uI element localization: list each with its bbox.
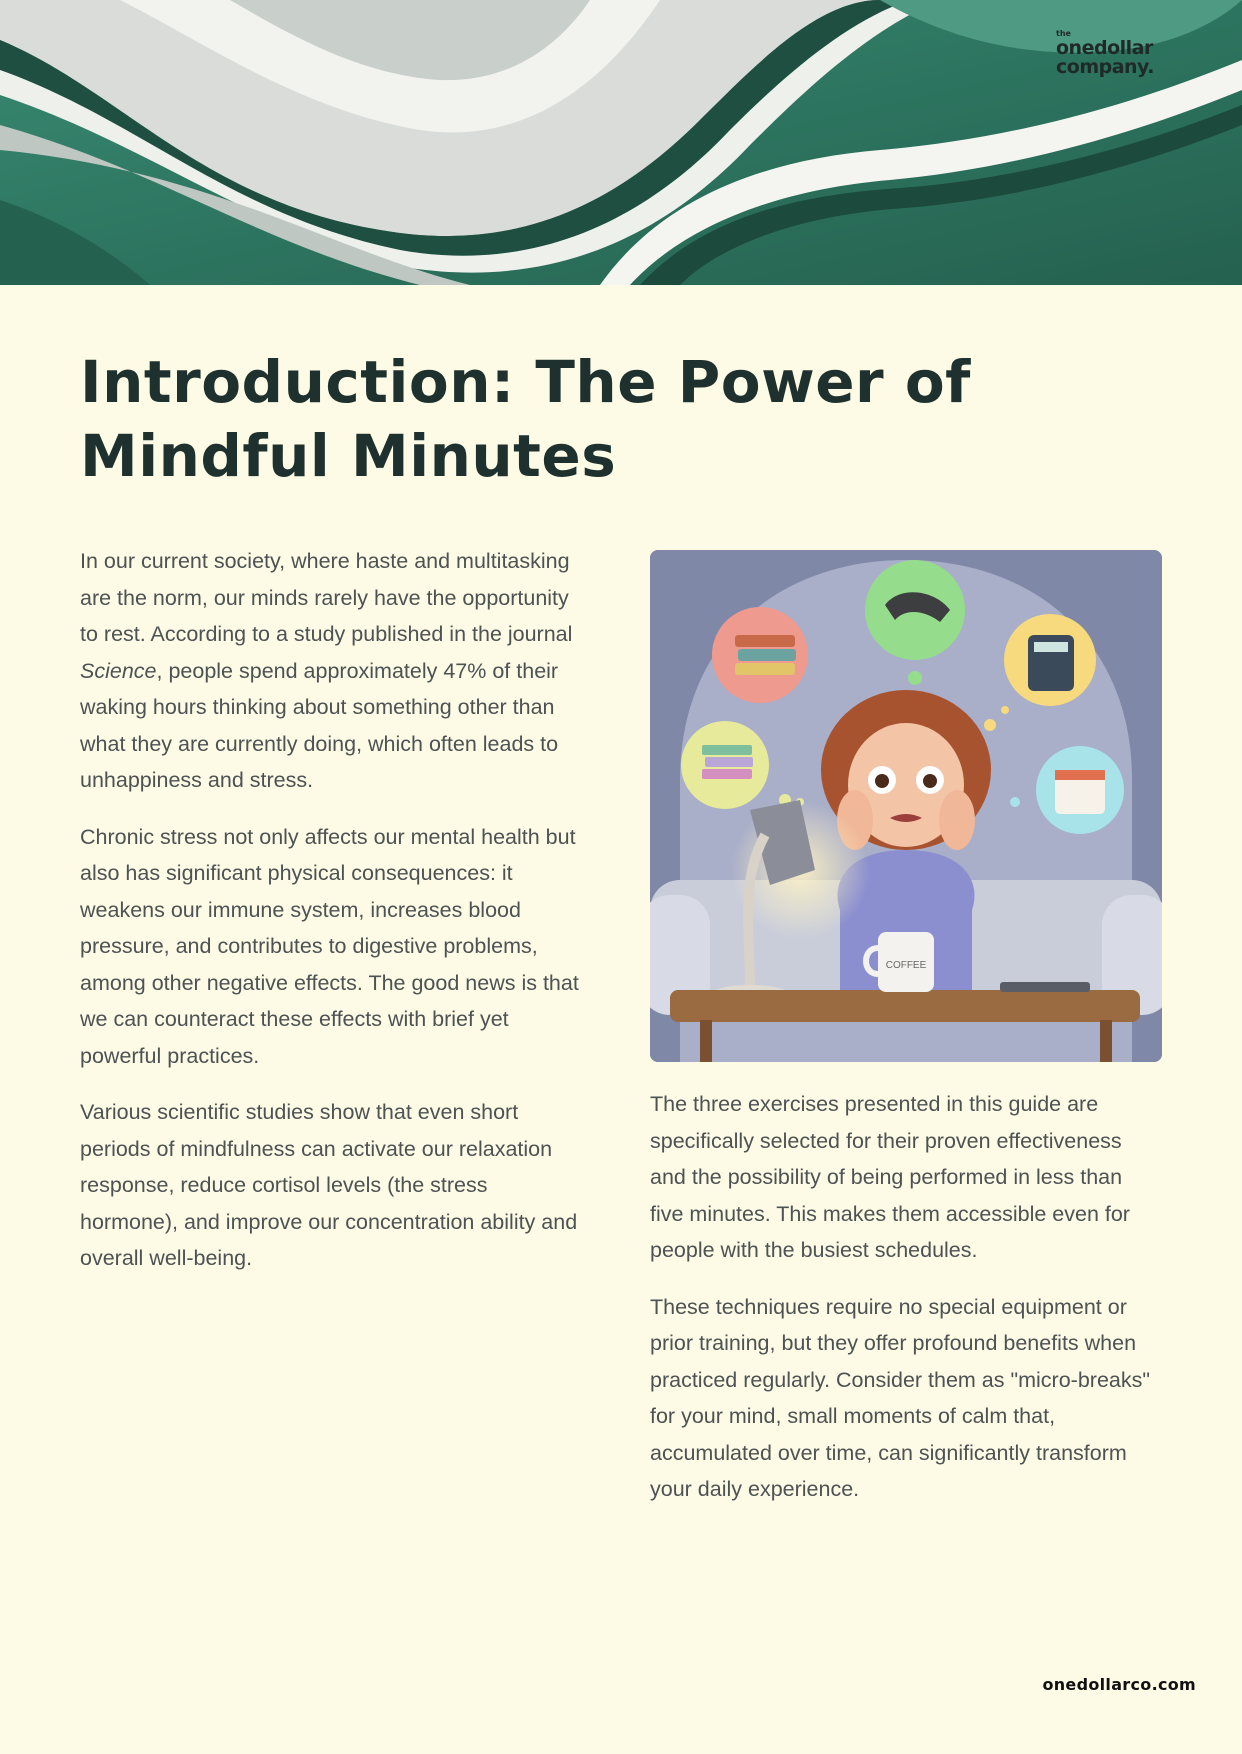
books-bubble-icon xyxy=(712,607,808,703)
right-column xyxy=(650,1086,1160,1528)
right-paragraph-1: The three exercises presented in this guide are specifically selected for their proven effectiveness and the possibility of being performed in less than five minutes. This makes them accessible even for people with the busiest schedules. xyxy=(650,1092,1130,1262)
page-title: Introduction: The Power of Mindful Minutes xyxy=(80,348,971,490)
stressed-woman-illustration xyxy=(650,550,1162,1062)
mug-label: COFFEE xyxy=(885,960,927,971)
brand-logo xyxy=(1056,30,1186,77)
logo-line-2: company. xyxy=(1056,56,1154,78)
left-paragraph-1 xyxy=(80,543,590,799)
logo-the: the xyxy=(1056,29,1071,38)
logo-line-1: onedollar xyxy=(1056,37,1153,59)
illustration-art xyxy=(650,550,1162,1062)
journal-name: Science xyxy=(80,658,157,683)
left-paragraph-3: Various scientific studies show that even short periods of mindfulness can activate our relaxation response, reduce cortisol levels (the stress hormone), and improve our concentration ability and overall well-being. xyxy=(80,1100,578,1270)
left-paragraph-2: Chronic stress not only affects our mental health but also has significant physical consequences: it weakens our immune system, increases blood pressure, and contributes to digestive problems, among other negative effects. The good news is that we can counteract these effects with brief yet powerful practices. xyxy=(80,824,579,1068)
right-paragraph-2: These techniques require no special equipment or prior training, but they offer profound benefits when practiced regularly. Consider them as "micro-breaks" for your mind, small moments of calm that, accumulated over time, can significantly transform your daily experience. xyxy=(650,1294,1150,1501)
footer-url: onedollarco.com xyxy=(1042,1675,1196,1694)
p1-after: , people spend approximately 47% of their waking hours thinking about something other than what they are currently doing, which often leads to unhappiness and stress. xyxy=(80,658,559,792)
header-banner xyxy=(0,0,1242,285)
left-column xyxy=(80,543,590,1297)
p1-before: In our current society, where haste and multitasking are the norm, our minds rarely have the opportunity to rest. According to a study published in the journal xyxy=(80,549,573,646)
